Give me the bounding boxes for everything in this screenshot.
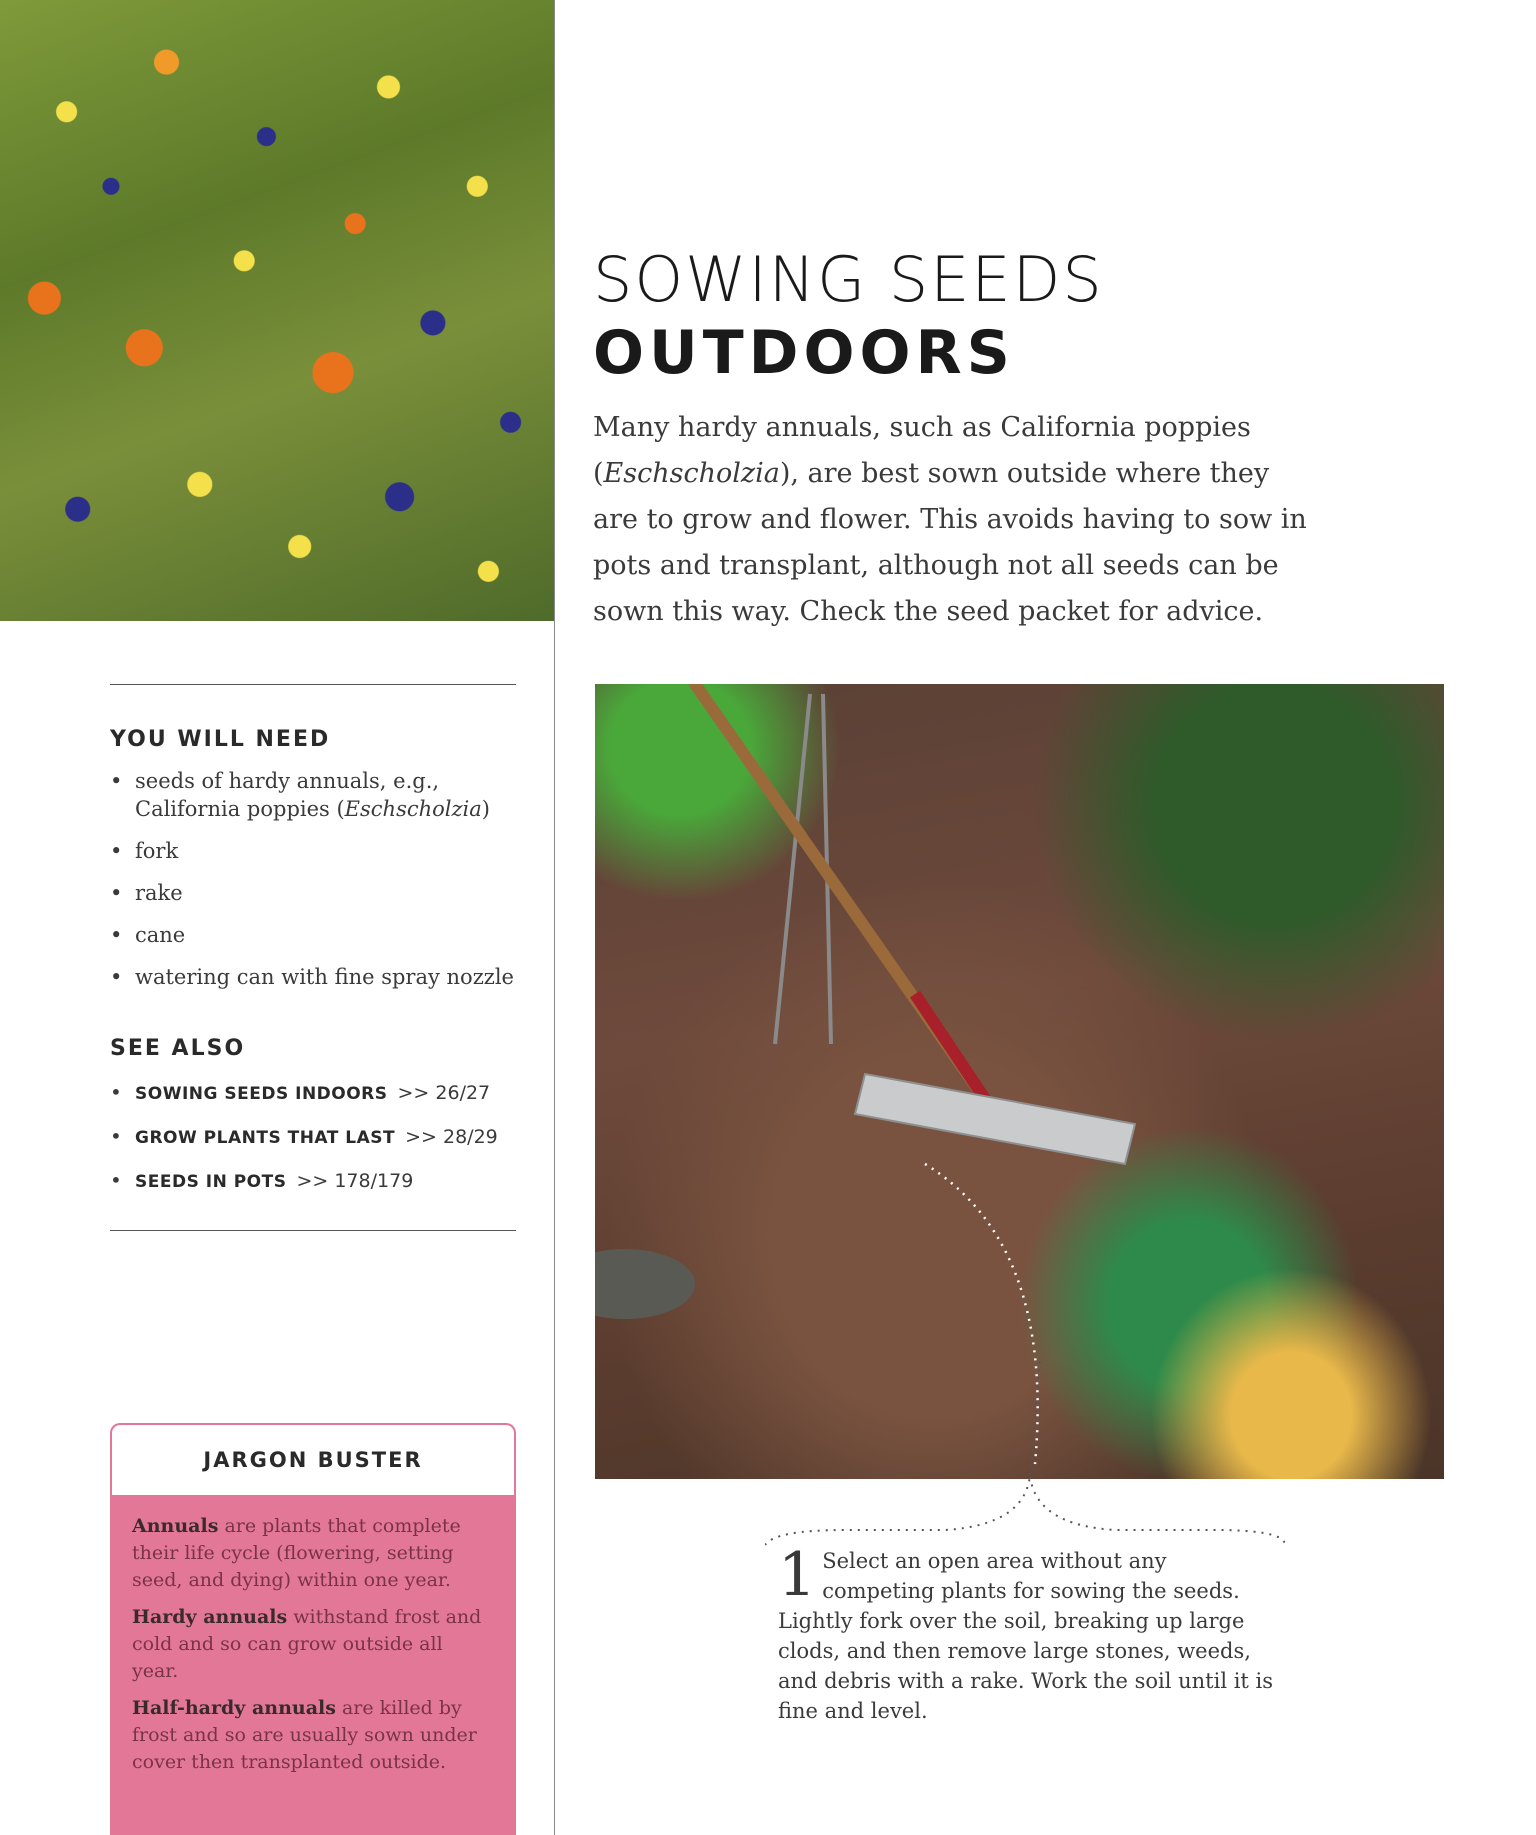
see-also-heading: SEE ALSO: [110, 1036, 246, 1061]
step-text: Select an open area without any competing plants for sowing the seeds. Lightly fork over the soil, breaking up large clods, and then remove large stones, weeds, and debris with a rake. Work the soil until it is fine and level.: [778, 1549, 1274, 1723]
jargon-entry: Hardy annuals withstand frost and cold and so can grow outside all year.: [132, 1606, 482, 1682]
list-item: • watering can with fine spray nozzle: [110, 963, 530, 991]
you-will-need-heading: YOU WILL NEED: [110, 727, 331, 752]
flower-bed-photo: [0, 0, 555, 621]
top-rule: [110, 684, 516, 685]
column-divider: [554, 0, 555, 1835]
intro-paragraph: Many hardy annuals, such as California poppies (Eschscholzia), are best sown outside where they are to grow and flower. This avoids having to sow in pots and transplant, although not all seeds can be sown this way. Check the seed packet for advice.: [593, 412, 1307, 627]
you-will-need-list: [110, 767, 530, 1005]
see-also-link[interactable]: • GROW PLANTS THAT LAST >> 28/29: [110, 1122, 530, 1152]
list-item: • fork: [110, 837, 530, 865]
step-caption: [778, 1540, 1278, 1726]
callout-connector: [765, 1360, 1285, 1560]
see-also-list: [110, 1078, 530, 1210]
list-item: • cane: [110, 921, 530, 949]
bottom-rule: [110, 1230, 516, 1231]
see-also-link[interactable]: • SEEDS IN POTS >> 178/179: [110, 1166, 530, 1196]
jargon-entry: Half-hardy annuals are killed by frost and so are usually sown under cover then transplanted outside.: [132, 1697, 477, 1773]
jargon-entry: Annuals are plants that complete their life cycle (flowering, setting seed, and dying) within one year.: [132, 1515, 461, 1591]
step-number: 1: [778, 1540, 817, 1610]
page-title-line1: SOWING SEEDS: [593, 243, 1104, 316]
list-item: • rake: [110, 879, 530, 907]
see-also-link[interactable]: • SOWING SEEDS INDOORS >> 26/27: [110, 1078, 530, 1108]
page-title-line2: OUTDOORS: [593, 318, 1015, 388]
list-item: • seeds of hardy annuals, e.g., California poppies (Eschscholzia): [110, 767, 530, 823]
jargon-buster-heading: JARGON BUSTER: [112, 1425, 514, 1495]
jargon-buster-box: [110, 1423, 516, 1835]
